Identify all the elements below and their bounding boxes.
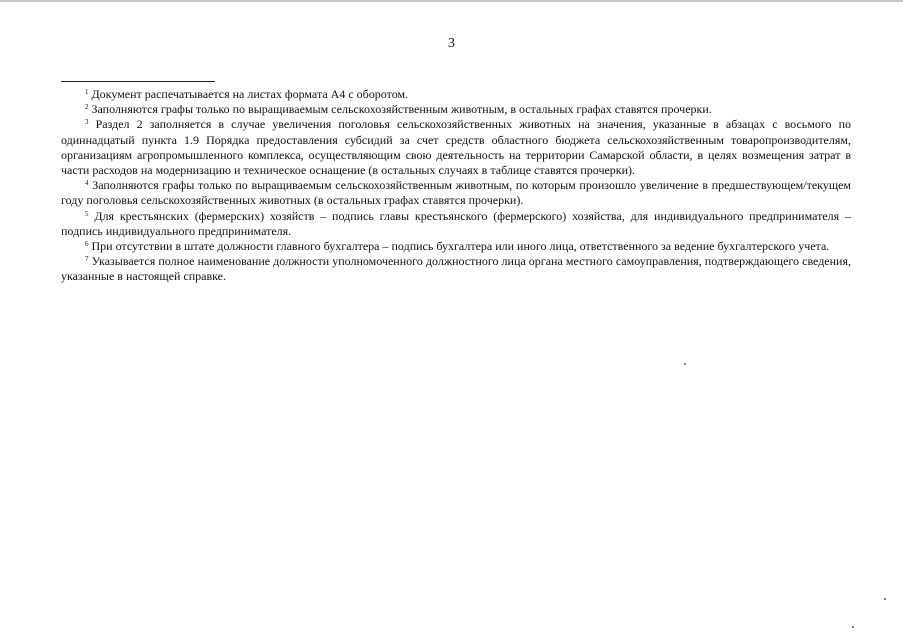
footnote-text: Для крестьянских (фермерских) хозяйств – подпись главы крестьянского (фермерского) хозяйства, для индивидуального предпринимателя – подпись индивидуального предпринимателя.: [61, 208, 851, 238]
scan-speck: [684, 363, 686, 365]
footnote-mark: 6: [85, 240, 89, 249]
footnotes-block: [61, 87, 851, 285]
footnote-1: [61, 87, 851, 102]
footnote-4: [61, 178, 851, 208]
page-number: 3: [448, 36, 455, 51]
footnote-3: [61, 117, 851, 178]
footnote-mark: 7: [85, 255, 89, 264]
footnote-6: [61, 239, 851, 254]
footnote-mark: 3: [85, 118, 89, 127]
scan-speck: [884, 598, 886, 600]
footnote-2: [61, 102, 851, 117]
footnote-text: Заполняются графы только по выращиваемым сельскохозяйственным животным, по которым произошло увеличение в предшествующем/текущем году поголовья сельскохозяйственных животных (в остальных графах ставятся прочерки).: [61, 178, 851, 208]
footnote-text: Заполняются графы только по выращиваемым сельскохозяйственным животным, в остальных графах ставятся прочерки.: [91, 102, 712, 117]
footnote-mark: 5: [85, 209, 89, 218]
footnote-5: [61, 209, 851, 239]
footnote-text: Указывается полное наименование должности уполномоченного должностного лица органа местного самоуправления, подтверждающего сведения, указанные в настоящей справке.: [61, 254, 852, 284]
footnote-mark: 2: [85, 103, 89, 112]
footnote-text: Документ распечатывается на листах формата А4 с оборотом.: [91, 87, 409, 101]
scan-top-edge: [0, 0, 903, 2]
scan-speck: [852, 626, 854, 628]
footnote-separator: [61, 81, 215, 82]
footnote-text: Раздел 2 заполняется в случае увеличения поголовья сельскохозяйственных животных на значения, указанные в абзацах с восьмого по одиннадцатый пункта 1.9 Порядка предоставления субсидий за счет средств областного бюджета сельскохозяйственным товаропроизводителям, организациям агропромышленного комплекса, осуществляющим свою деятельность на территории Самарской области, в целях возмещения затрат в части расходов на модернизацию и техническое оснащение (в остальных случаях в таблице ставятся прочерки).: [61, 117, 851, 178]
footnote-mark: 4: [85, 179, 89, 188]
footnote-mark: 1: [85, 88, 89, 96]
footnote-text: При отсутствии в штате должности главного бухгалтера – подпись бухгалтера или иного лица, ответственного за ведение бухгалтерского учета.: [91, 239, 830, 254]
footnote-7: [61, 254, 851, 284]
